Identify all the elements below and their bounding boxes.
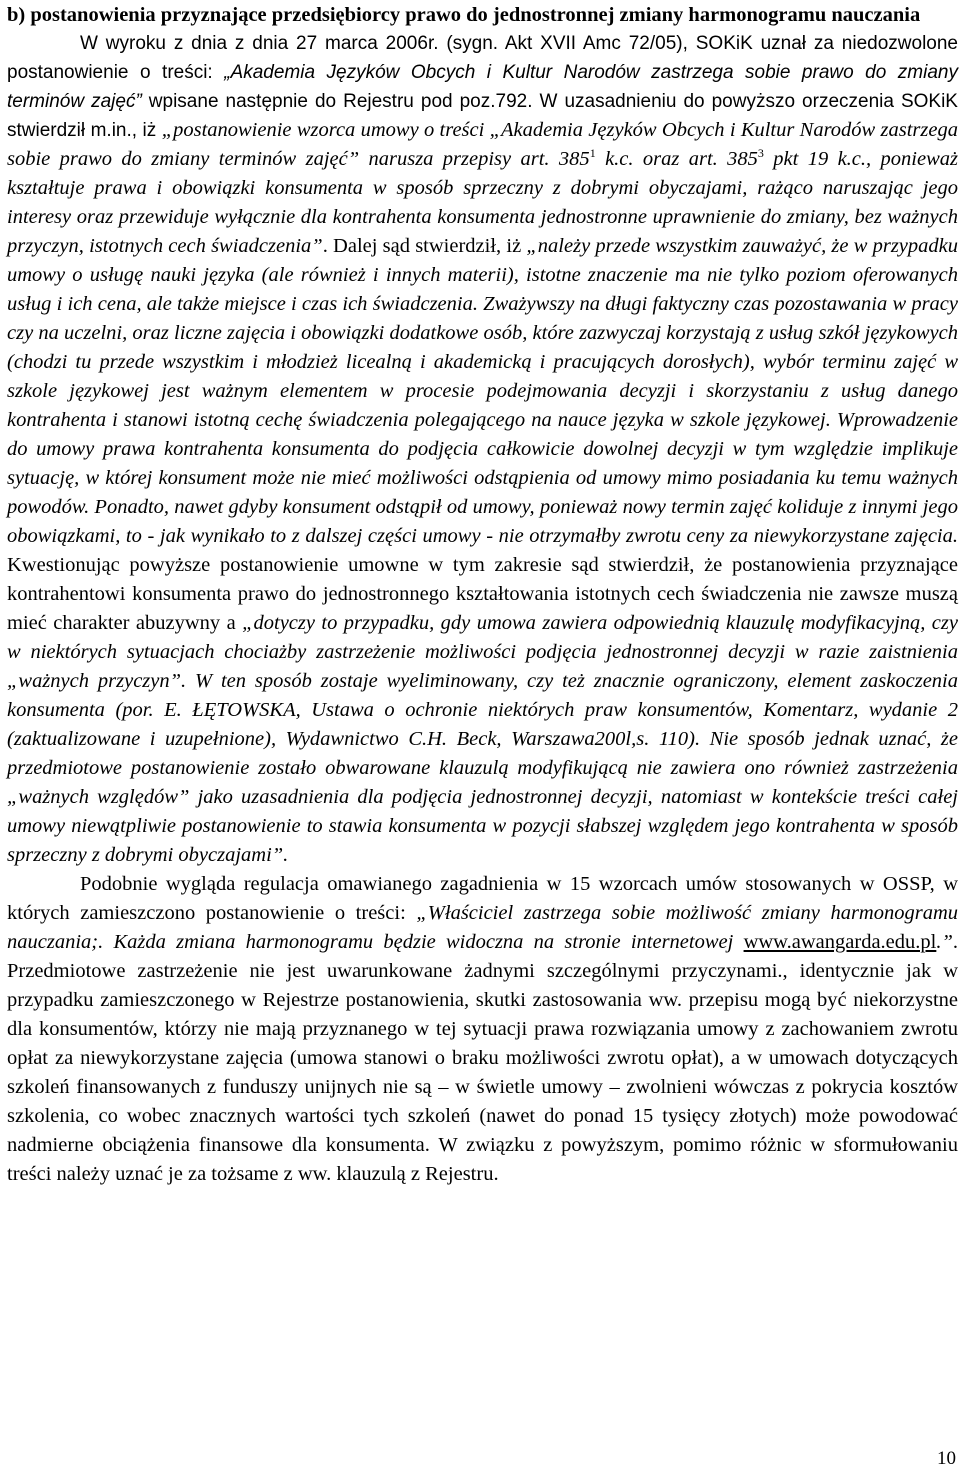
p1-court-quote: „postanowienie wzorca umowy o treści „Akademia Języków Obcych i Kultur Narodów zastrzega sobie prawo do zmiany terminów zajęć” narusza przepisy art. 385 bbox=[7, 119, 958, 170]
p1-registry-text: wpisane następnie do Rejestru pod poz.792. W uzasadnieniu do powyższo orzeczenia SOKiK stwierdził m.in., iż bbox=[7, 91, 958, 141]
p1-quoted-clause: „Akademia Języków Obcych i Kultur Narodów zastrzega sobie prawo do zmiany terminów zajęć” bbox=[7, 62, 958, 112]
p1-sup-1: 1 bbox=[589, 146, 596, 161]
p1-court-quote-end: pkt 19 k.c., ponieważ kształtuje prawa i obowiązki konsumenta w sposób sprzeczny z dobrymi obyczajami, rażąco naruszając jego interesy oraz przewiduje wyłącznie dla kontrahenta konsumenta jednostronne uprawnienie do zmiany, bez ważnych przyczyn, istotnych cech świadczenia” bbox=[7, 148, 958, 257]
p1-court-reasoning-2: „dotyczy to przypadku, gdy umowa zawiera odpowiednią klauzulę modyfikacyjną, czy w niektórych sytuacjach chociażby zastrzeżenie możliwości podjęcia jednostronnej decyzji w razie zaistnienia „ważnych przyczyn”. W ten sposób zostaje wyeliminowany, czy też znacznie ograniczony, element zaskoczenia konsumenta (por. E. ŁĘTOWSKA, Ustawa o ochronie niektórych praw konsumentów, Komentarz, wydanie 2 (zaktualizowane i uzupełnione), Wydawnictwo C.H. Beck, Warszawa200l,s. 110). Nie sposób jednak uznać, że przedmiotowe postanowienie zostało obwarowane klauzulą modyfikującą nie zawiera ono również zastrzeżenia „ważnych względów” jako uzasadnienia dla podjęcia jednostronnej decyzji, natomiast w kontekście treści całej umowy niewątpliwie postanowienie to stawia konsumenta w pozycji słabszej względem jego kontrahenta w sposób sprzeczny z dobrymi obyczajami”. bbox=[7, 612, 958, 866]
p1-assessment: Kwestionując powyższe postanowienie umowne w tym zakresie sąd stwierdził, że postanowienia przyznające kontrahentowi konsumenta prawo do jednostronnego kształtowania istotnych cech świadczenia nie zawsze muszą mieć charakter abuzywny a bbox=[7, 554, 958, 634]
p2-intro: Podobnie wygląda regulacja omawianego zagadnienia w 15 wzorcach umów stosowanych w OSSP, w których zamieszczono postanowienie o treści: bbox=[7, 873, 958, 924]
paragraph-1 bbox=[7, 29, 958, 870]
page-number: 10 bbox=[937, 1448, 956, 1469]
p1-court-reasoning: „należy przede wszystkim zauważyć, że w przypadku umowy o usługę nauki języka (ale również i innych materii), istotne znaczenie ma nie tylko poziom oferowanych usług i ich cena, ale także miejsce i czas ich świadczenia. Zważywszy na długi faktyczny czas pozostawania w pracy czy na uczelni, oraz liczne zajęcia i obowiązki dodatkowe osób, które zazwyczaj korzystają z usług szkół językowych (chodzi tu przede wszystkim i młodzież licealną i akademicką i pracujących dorosłych), wybór terminu zajęć w szkole językowej jest ważnym elementem w procesie podejmowania decyzji i skorzystaniu z usług danego kontrahenta i stanowi istotną cechę świadczenia polegającego na nauce języka w szkole językowej. Wprowadzenie do umowy prawa kontrahenta konsumenta do podjęcia całkowicie dowolnej decyzji w tym względzie implikuje sytuację, w której konsument może nie mieć możliwości odstąpienia od umowy mimo posiadania ku temu ważnych powodów. Ponadto, nawet gdyby konsument odstąpił od umowy, ponieważ nowy termin zajęć koliduje z innymi jego obowiązkami, to - jak wynikało to z dalszej części umowy - nie otrzymałby zwrotu ceny za niewykorzystane zajęcia. bbox=[7, 235, 958, 547]
p1-intro: W wyroku z dnia z dnia 27 marca 2006r. (sygn. Akt XVII Amc 72/05), SOKiK uznał za niedozwolone postanowienie o treści: bbox=[7, 33, 958, 83]
p1-sup-3: 3 bbox=[757, 146, 764, 161]
p2-quoted-clause: „Właściciel zastrzega sobie możliwość zmiany harmonogramu nauczania;. Każda zmiana harmonogramu będzie widoczna na stronie internetowej bbox=[7, 902, 959, 953]
p2-quote-close: .” bbox=[936, 931, 953, 953]
website-link[interactable]: www.awangarda.edu.pl bbox=[743, 931, 937, 953]
section-heading: b) postanowienia przyznające przedsiębiorcy prawo do jednostronnej zmiany harmonogramu nauczania bbox=[7, 4, 921, 26]
p1-court-quote-cont: k.c. oraz art. 385 bbox=[595, 148, 758, 170]
paragraph-2 bbox=[7, 870, 958, 1189]
p1-further: . Dalej sąd stwierdził, iż bbox=[322, 235, 527, 257]
document-page bbox=[7, 0, 958, 1189]
p2-conclusion: . Przedmiotowe zastrzeżenie nie jest uwarunkowane żadnymi szczególnymi przyczynami., identycznie jak w przypadku zamieszczonego w Rejestrze postanowienia, skutki zastosowania ww. przepisu mogą być niekorzystne dla konsumentów, którzy nie mają przyznanego w tej sytuacji prawa rozwiązania umowy z zachowaniem zwrotu opłat za niewykorzystane zajęcia (umowa stanowi o braku możliwości zwrotu opłat), a w umowach dotyczących szkoleń finansowanych z funduszy unijnych nie są – w świetle umowy – zwolnieni wówczas z pokrycia kosztów szkolenia, co wobec znacznych wartości tych szkoleń (nawet do ponad 15 tysięcy złotych) może powodować nadmierne obciążenia finansowe dla konsumenta. W związku z powyższym, pomimo różnic w sformułowaniu treści należy uznać je za tożsame z ww. klauzulą z Rejestru. bbox=[7, 931, 958, 1185]
